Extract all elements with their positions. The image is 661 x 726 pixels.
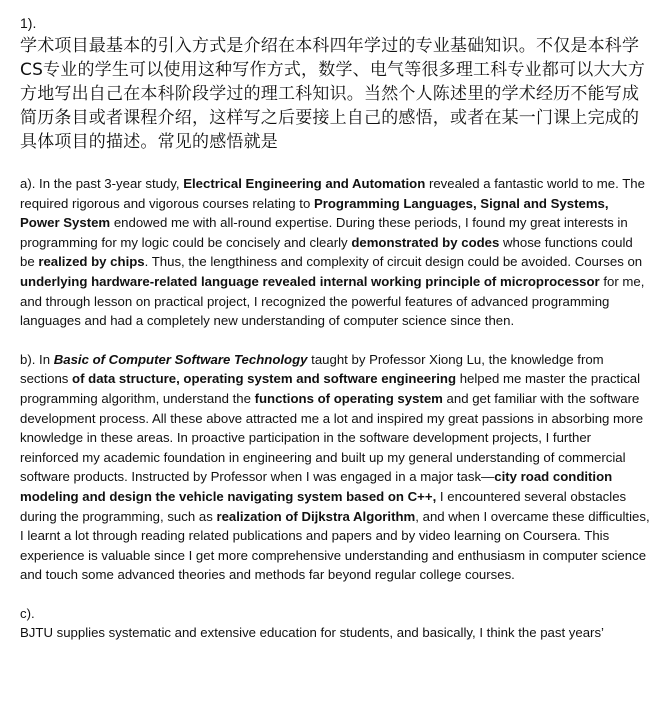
paragraph-c-text: BJTU supplies systematic and extensive education for students, and basically, I think the past years’ bbox=[20, 625, 604, 641]
para-b-course-title: Basic of Computer Software Technology bbox=[53, 351, 308, 367]
para-b-text-5: I encountered several obstacles during the programming, such as bbox=[20, 488, 627, 524]
para-b-text-4: and get familiar with the software development process. All these above attracted me a lot and inspired my great passions in absorbing more knowledge in these areas. In proactive participation in the software development projects, I further reinforced my academic foundation in engineering and built up my general understanding of commercial software products. Instructed by Professor when I was engaged in a major task— bbox=[20, 390, 644, 485]
para-a-text-2: revealed a fantastic world to me. The required rigorous and vigorous courses relating to bbox=[20, 176, 645, 211]
para-a-bold-2: Programming Languages, Signal and Systems, Power System bbox=[20, 195, 609, 231]
para-a-text-5: . Thus, the lengthiness and complexity of circuit design could be avoided. Courses on bbox=[144, 254, 643, 270]
para-a-bold-4: realized by chips bbox=[38, 254, 145, 270]
para-a-bold-1: Electrical Engineering and Automation bbox=[183, 176, 426, 191]
para-a-text-1: a). In the past 3-year study, bbox=[20, 176, 184, 191]
para-b-text-2: taught by Professor Xiong Lu, the knowledge from sections bbox=[20, 351, 604, 387]
paragraph-c-label: c). bbox=[20, 605, 35, 621]
para-b-bold-4: realization of Dijkstra Algorithm bbox=[216, 508, 416, 524]
para-b-text-6: , and when I overcame these difficulties, I learnt a lot through reading related publications and papers and by video learning on Coursera. This experience is valuable since I get more comprehensive understanding and enthusiasm in computer science and touch some advanced theories and methods far beyond regular college courses. bbox=[20, 508, 650, 583]
document-page bbox=[20, 14, 650, 643]
para-b-text-3: helped me master the practical programming algorithm, understand the bbox=[20, 371, 641, 406]
paragraph-b bbox=[20, 350, 650, 585]
section-number: 1). bbox=[20, 15, 37, 31]
chinese-intro-paragraph: 学术项目最基本的引入方式是介绍在本科四年学过的专业基础知识。不仅是本科学CS专业的学生可以使用这种写作方式，数学、电气等很多理工科专业都可以大大方方地写出自己在本科阶段学过的理工科知识。当然个人陈述里的学术经历不能写成简历条目或者课程介绍，这样写之后要接上自己的感悟，或者在某一门课上完成的具体项目的描述。常见的感悟就是 bbox=[20, 36, 646, 152]
para-b-bold-1: of data structure, operating system and software engineering bbox=[72, 371, 457, 387]
para-a-text-6: for me, and through lesson on practical project, I recognized the powerful features of advanced programming languages and had a completely new understanding of computer science since then. bbox=[20, 273, 645, 329]
para-b-text-1: b). In bbox=[20, 351, 54, 367]
para-a-bold-5: underlying hardware-related language revealed internal working principle of microprocessor bbox=[20, 273, 600, 289]
para-a-bold-3: demonstrated by codes bbox=[351, 234, 500, 250]
para-a-text-4: whose functions could be bbox=[20, 234, 633, 270]
para-b-bold-3: city road condition modeling and design the vehicle navigating system based on C++, bbox=[20, 469, 613, 504]
paragraph-a bbox=[20, 174, 650, 331]
para-b-bold-2: functions of operating system bbox=[254, 390, 443, 406]
para-a-text-3: endowed me with all-round expertise. During these periods, I found my great interests in programming for my logic could be concisely and clearly bbox=[20, 215, 628, 250]
